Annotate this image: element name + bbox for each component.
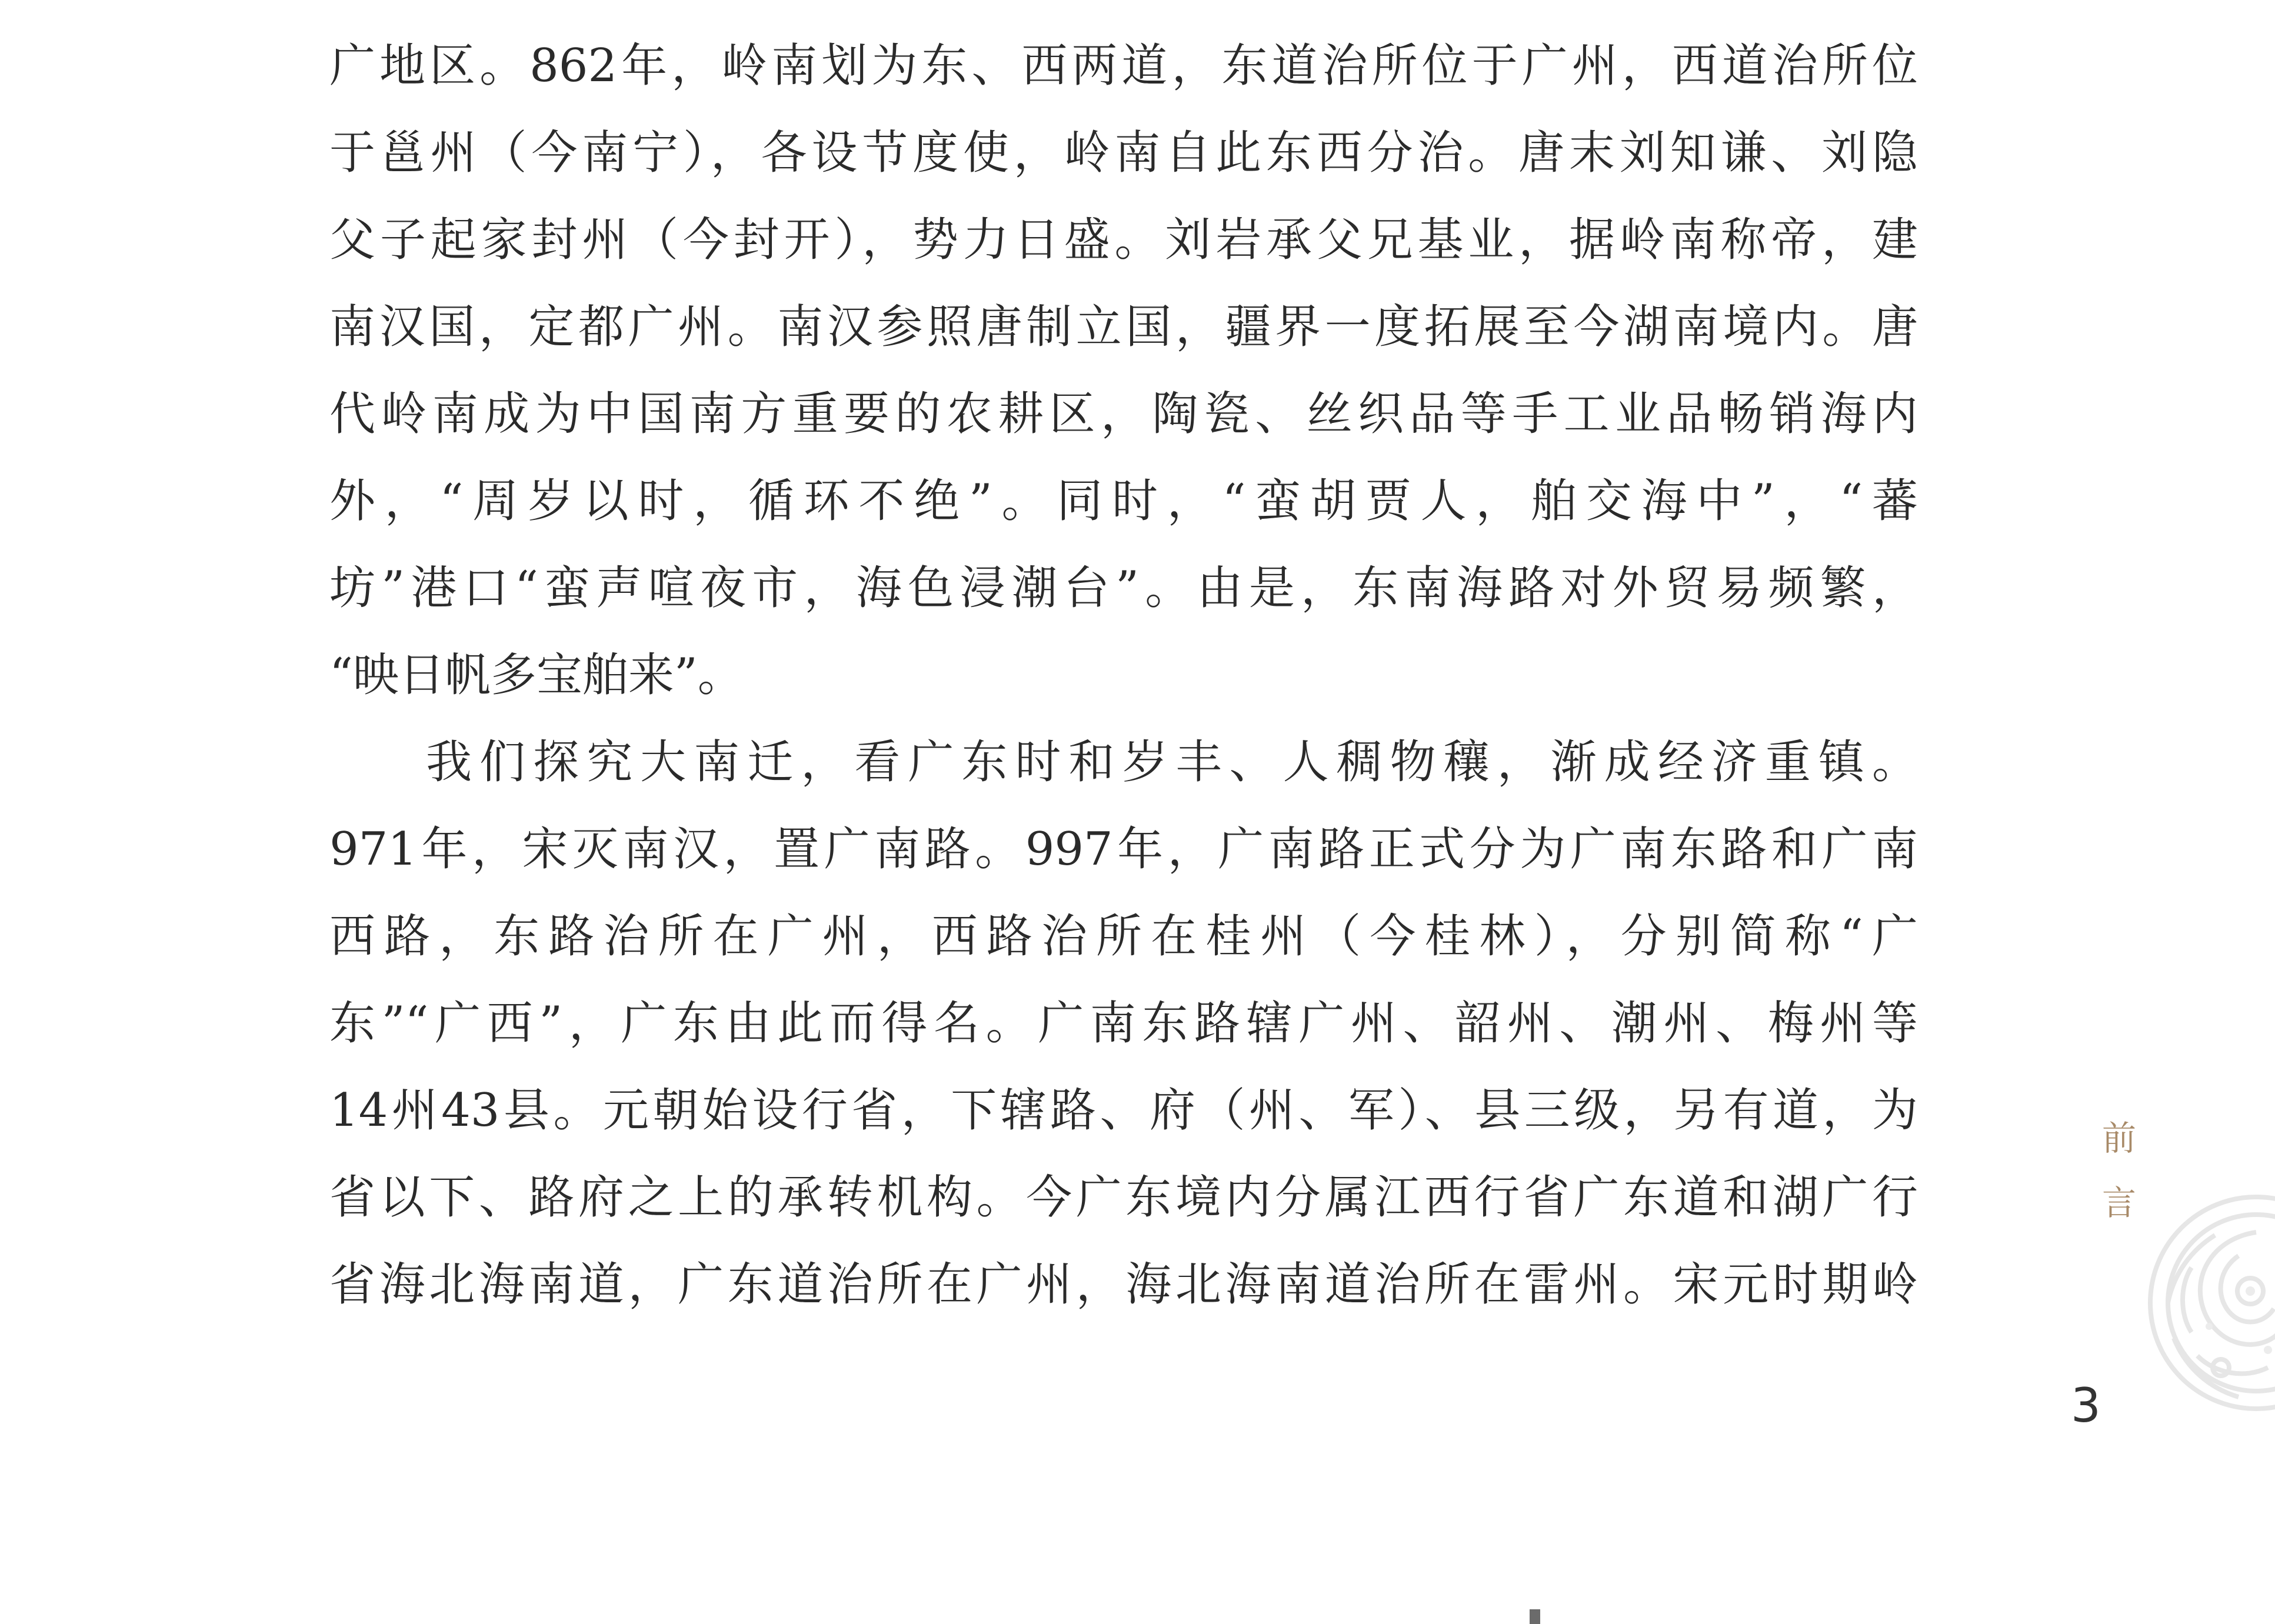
cloud-dragon-roundel-icon	[2133, 1179, 2275, 1426]
text-line: 省以下、路府之上的承转机构。今广东境内分属江西行省广东道和湖广行	[329, 1171, 1918, 1224]
text-line: 省海北海南道，广东道治所在广州，海北海南道治所在雷州。宋元时期岭	[329, 1258, 1918, 1311]
section-label	[2101, 1106, 2137, 1235]
text-line: 西路，东路治所在广州，西路治所在桂州（今桂林），分别简称“广	[329, 910, 1918, 963]
text-line: 外，“周岁以时，循环不绝”。同时，“蛮胡贾人，舶交海中”，“蕃	[329, 475, 1918, 528]
body-text	[329, 22, 1918, 1328]
text-line: 东”“广西”，广东由此而得名。广南东路辖广州、韶州、潮州、梅州等	[329, 997, 1918, 1050]
text-line: 于邕州（今南宁），各设节度使，岭南自此东西分治。唐末刘知谦、刘隐	[329, 126, 1918, 179]
cropped-top-line	[329, 0, 1918, 12]
section-label-char: 言	[2101, 1183, 2136, 1223]
text-line: 父子起家封州（今封开），势力日盛。刘岩承父兄基业，据岭南称帝，建	[329, 214, 1918, 266]
text-line: 坊”港口“蛮声喧夜市，海色浸潮台”。由是，东南海路对外贸易频繁，	[329, 562, 1918, 615]
page-number: 3	[2071, 1378, 2101, 1433]
text-line: 14州43县。元朝始设行省，下辖路、府（州、军）、县三级，另有道，为	[329, 1084, 1918, 1137]
scan-mark	[1530, 1609, 1540, 1624]
text-line: 代岭南成为中国南方重要的农耕区，陶瓷、丝织品等手工业品畅销海内	[329, 388, 1918, 441]
text-line: 南汉国，定都广州。南汉参照唐制立国，疆界一度拓展至今湖南境内。唐	[329, 301, 1918, 354]
text-line: “映日帆多宝舶来”。	[329, 649, 744, 702]
section-label-char: 前	[2101, 1118, 2136, 1158]
paragraph-start-line: 我们探究大南迁，看广东时和岁丰、人稠物穰，渐成经济重镇。	[426, 736, 1918, 789]
text-line: 广地区。862年，岭南划为东、西两道，东道治所位于广州，西道治所位	[329, 39, 1918, 92]
text-line: 971年，宋灭南汉，置广南路。997年，广南路正式分为广南东路和广南	[329, 823, 1918, 876]
